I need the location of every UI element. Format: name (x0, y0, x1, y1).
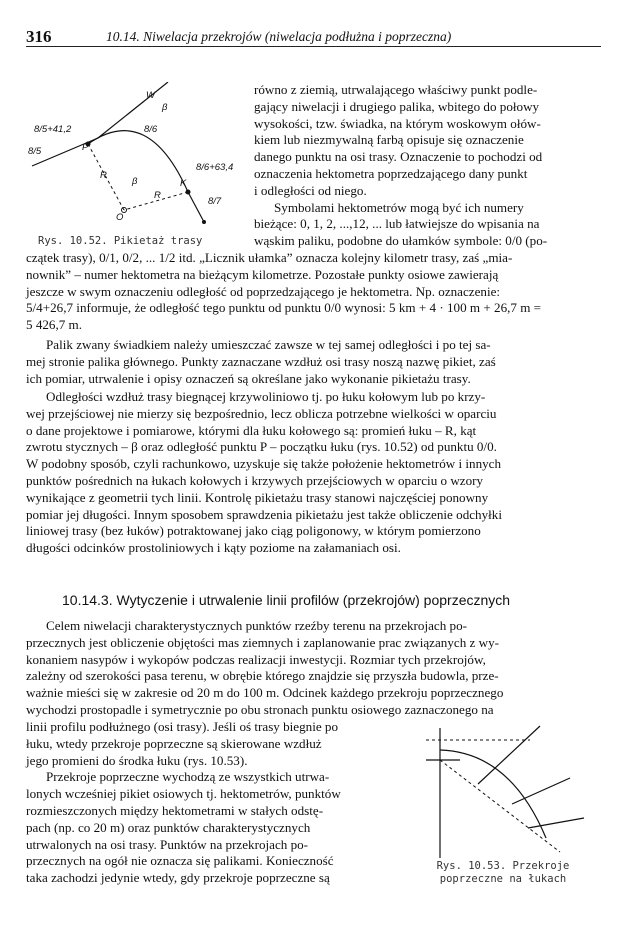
route-arc-2 (440, 750, 546, 838)
figure-pikietaz-trasy (28, 82, 248, 242)
text-line: 5 426,7 m. (26, 317, 83, 333)
text-line: ważnie mieści się w zakresie od 20 m do 100 m. Odcinek każdego przekroju poprzecznego (26, 685, 504, 701)
text-line: wynikające z geometrii tych linii. Kontrolę pikietażu trasy stanowi najczęściej ponowny (26, 489, 489, 505)
text-line: wysokości, tzw. świadka, na którym woskowym ołów- (254, 115, 541, 131)
label-station-1: 8/5+41,2 (34, 124, 72, 135)
text-line: lonych wcześniej pikiet osiowych tj. hektometrów, punktów (26, 786, 341, 802)
route-arc (88, 131, 188, 192)
radius-to-center (440, 760, 560, 852)
tangent-line-lower (188, 192, 204, 222)
text-line: rozmieszczonych między hektometrami w stałych odstę- (26, 802, 324, 818)
section-heading: 10.14.3. Wytyczenie i utrwalenie linii profilów (przekrojów) poprzecznych (62, 592, 511, 608)
label-beta-mid: β (132, 176, 138, 187)
text-line: Celem niwelacji charakterystycznych punktów rzeźby terenu na przekrojach po- (46, 618, 467, 633)
text-block-top-right (254, 82, 586, 250)
running-header (26, 27, 601, 49)
text-line: W podobny sposób, czyli rachunkowo, uzyskuje się także położenie hektometrów i innych (26, 456, 502, 472)
cross-section-4 (528, 818, 584, 828)
text-line: łuku, wtedy przekroje poprzeczne są skierowane wzdłuż (26, 735, 322, 751)
text-line: gający niwelacji i drugiego palika, wbitego do połowy (254, 98, 540, 114)
text-line: o dane projektowe i pomiarowe, którymi dla łuku kołowego są: promień łuku – R, kąt (26, 422, 477, 438)
label-p: P (82, 142, 89, 153)
figure2-caption (428, 860, 578, 886)
text-line: zwrotu stycznych – β oraz odległość punktu P – początku łuku (rys. 10.52) od punktu 0/0. (26, 439, 497, 455)
text-line: wej przejściowej nie mierzy się bezpośrednio, lecz oblicza potrzebne wielkości w oparciu (26, 405, 497, 421)
label-w: W (146, 90, 155, 101)
label-station-2: 8/6 (144, 124, 158, 135)
label-r-right: R (154, 190, 161, 201)
text-line: i odległości od niego. (254, 182, 367, 198)
text-line: czątek trasy), 0/1, 0/2, ... 1/2 itd. „Licznik ułamka” oznacza kolejny kilometr trasy, zaś „mia- (26, 250, 513, 265)
text-line: nownik” – numer hektometra na bieżącym kilometrze. Pozostałe punkty osiowe zawierają (26, 266, 499, 282)
paragraph-cel-niwelacji (26, 618, 586, 719)
text-line: wychodzi prostopadle i symetrycznie po obu stronach punktu osiowego zaznaczonego na (26, 701, 494, 717)
label-o: O (116, 212, 124, 223)
figure1-caption: Rys. 10.52. Pikietaż trasy (38, 235, 203, 247)
running-title: 10.14. Niwelacja przekrojów (niwelacja podłużna i poprzeczna) (106, 29, 452, 44)
text-line: Symbolami hektometrów mogą być ich numery (274, 199, 524, 215)
text-line: Palik zwany świadkiem należy umieszczać zawsze w tej samej odległości i po tej sa- (46, 337, 491, 352)
label-beta-top: β (162, 102, 168, 113)
text-line: pomiar jej długości. Innym sposobem sprawdzenia pikietażu jest także obliczenie odchyłki (26, 506, 502, 522)
label-station-4: 8/6+63,4 (196, 162, 234, 173)
text-line: 5/4+26,7 informuje, że odległość tego punktu od punktu 0/0 wynosi: 5 km + 4 · 100 m + 26,7 m = (26, 300, 542, 316)
label-k: K (180, 178, 187, 189)
figure2-caption-line1: Rys. 10.53. Przekroje (436, 860, 570, 872)
text-line: ich pomiar, utrwalenie i opisy oznaczeń są określane jako wykonanie pikietażu trasy. (26, 370, 471, 386)
header-rule (26, 46, 601, 47)
paragraph-narrow (26, 719, 414, 887)
text-line: równo z ziemią, utrwalającego właściwy punkt podle- (254, 82, 538, 97)
text-line: zależny od szerokości pasa terenu, w obrębie którego znajdzie się przyszła budowla, prze- (26, 668, 499, 684)
tangent-line-upper (98, 82, 168, 138)
text-line: mej stronie palika głównego. Punkty zaznaczane wzdłuż osi trasy noszą nazwę pikiet, zaś (26, 353, 496, 369)
text-line: taka zachodzi jedynie wtedy, gdy przekroje poprzeczne są (26, 870, 330, 886)
text-line: Odległości wzdłuż trasy biegnącej krzywoliniowo tj. po łuku kołowym lub po krzy- (46, 389, 486, 404)
text-line: przecznych na ogół nie oznacza się palikami. Konieczność (26, 853, 334, 869)
text-line: liniowej trasy (bez łuków) potraktowanej jako ciąg poligonowy, w którym pomierzono (26, 523, 481, 539)
cross-section-3 (512, 778, 570, 804)
text-line: utrwalonych na osi trasy. Punktów na przekrojach po- (26, 836, 309, 852)
figure-przekroje-poprzeczne (420, 718, 590, 858)
text-line: bieżące: 0, 1, 2, ...,12, ... lub łatwiejsze do wpisania na (254, 216, 540, 232)
figure2-caption-line2: poprzeczne na łukach (439, 873, 567, 885)
text-line: punktów pośrednich na łukach kołowych i krzywych przejściowych w oparciu o wzory (26, 472, 484, 488)
text-line: jeszcze w swym oznaczeniu odległość od poprzedzającego je hektometra. Np. oznaczenie: (26, 283, 501, 299)
text-line: linii profilu podłużnego (osi trasy). Jeśli oś trasy biegnie po (26, 719, 339, 734)
label-r-left: R (100, 170, 107, 181)
text-line: Przekroje poprzeczne wychodzą ze wszystkich utrwa- (46, 769, 330, 785)
text-line: oznaczenia hektometra poprzedzającego dany punkt (254, 165, 528, 181)
point-k-marker (186, 190, 191, 195)
text-line: pach (np. co 20 m) oraz punktów charakterystycznych (26, 819, 311, 835)
text-line: konaniem nasypów i wykopów podczas realizacji inwestycji. Rozmiar tych przekrojów, (26, 651, 486, 667)
text-line: wąskim paliku, podobne do ułamków symbole: 0/0 (po- (254, 233, 548, 249)
label-station-5: 8/7 (208, 196, 222, 207)
paragraph-hektometry (26, 250, 586, 334)
paragraph-odleglosci (26, 389, 586, 557)
point-87-marker (202, 220, 206, 224)
text-line: kiem lub niezmywalną farbą opisuje się oznaczenie (254, 132, 524, 148)
text-line: długości odcinków prostoliniowych i kąty poziome na załamaniach osi. (26, 540, 401, 556)
label-station-3: 8/5 (28, 146, 42, 157)
paragraph-swiadek (26, 337, 586, 387)
text-line: przecznych jest obliczenie objętości mas ziemnych i zaplanowanie prac związanych z wy- (26, 634, 499, 650)
text-line: jego promieni do środka łuku (rys. 10.53). (26, 752, 248, 768)
cross-section-2 (478, 726, 540, 784)
page-number: 316 (26, 27, 52, 46)
text-line: danego punktu na osi trasy. Oznaczenie to pochodzi od (254, 149, 543, 165)
